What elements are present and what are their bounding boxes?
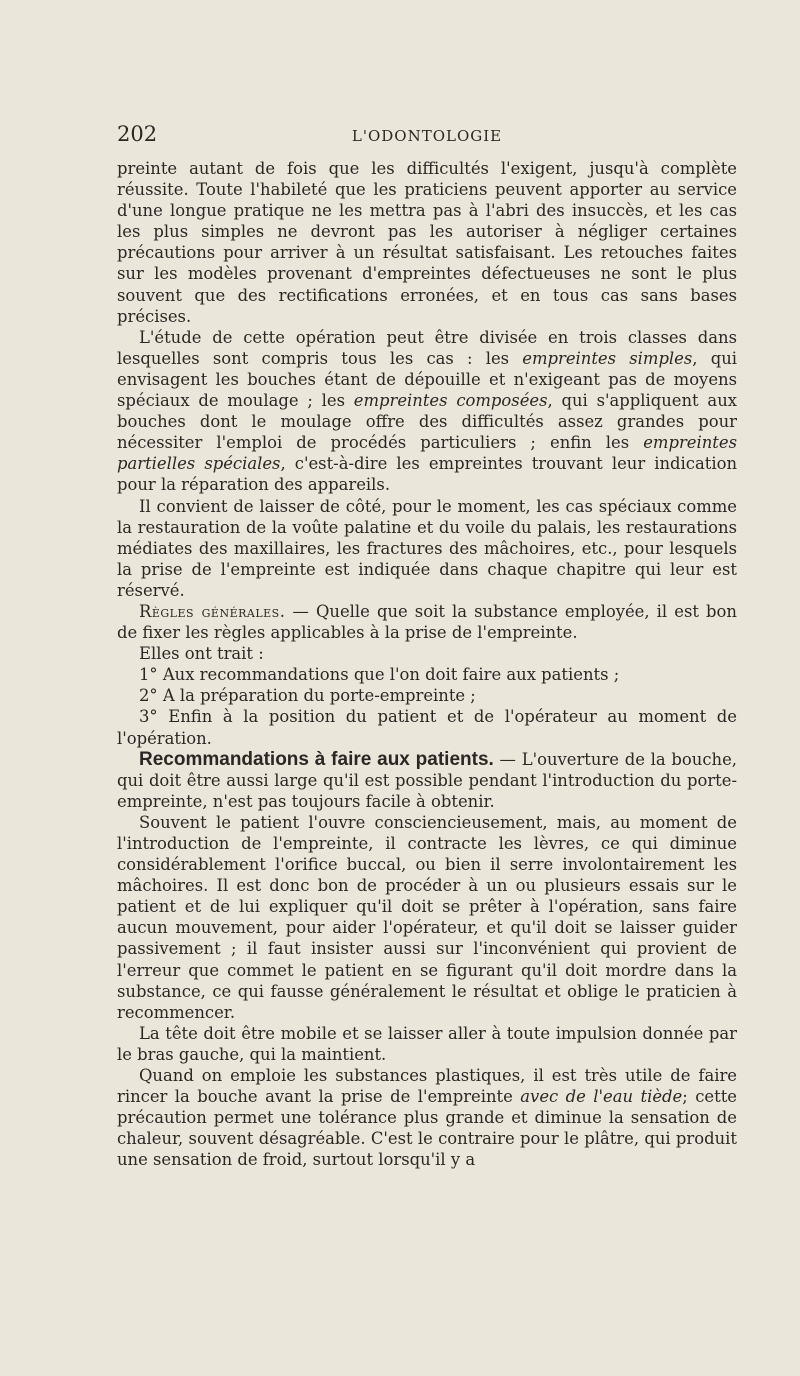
paragraph: La tête doit être mobile et se laisser aller à toute impulsion donnée par le bras gauche, qui la maintient. [117, 1023, 737, 1064]
emphasis: empreintes simples [522, 348, 693, 368]
numbered-list [117, 664, 737, 748]
emphasis: empreintes partielles spéciales [117, 433, 737, 474]
page-number: 202 [117, 122, 158, 146]
section-heading: Règles générales. [139, 601, 286, 621]
section-heading: Recommandations à faire aux patients. [139, 748, 494, 770]
paragraph: Quand on emploie les substances plastiques, il est très utile de faire rincer la bouche avant la prise de l'empreinte avec de l'eau tiède; cette précaution permet une tolérance plus grande et diminue la sensation de chaleur, souvent désagréable. C'est le contraire pour le plâtre, qui produit une sensation de froid, surtout lorsqu'il y a [117, 1066, 737, 1170]
paragraph: Il convient de laisser de côté, pour le moment, les cas spéciaux comme la restauration de la voûte palatine et du voile du palais, les restaurations médiates des maxillaires, les fractures des mâchoires, etc., pour lesquels la prise de l'empreinte est indiquée dans chaque chapitre qui leur est réservé. [117, 496, 737, 600]
paragraph: L'étude de cette opération peut être divisée en trois classes dans lesquelles sont compris tous les cas : les empreintes simples, qui envisagent les bouches étant de dépouille et n'exigeant pas de moyens spéciaux de moulage ; les empreintes composées, qui s'appliquent aux bouches dont le moulage offre des difficultés assez grandes pour nécessiter l'emploi de procédés particuliers ; enfin les empreintes partielles spéciales, c'est-à-dire les empreintes trouvant leur indication pour la réparation des appareils. [117, 327, 737, 495]
emphasis: avec de l'eau tiède [520, 1087, 683, 1107]
body-text [117, 158, 737, 1171]
paragraph: Elles ont trait : [139, 644, 264, 664]
paragraph: Souvent le patient l'ouvre consciencieusement, mais, au moment de l'introduction de l'empreinte, il contracte les lèvres, ce qui diminue considérablement l'orifice buccal, ou bien il serre involontairement les mâchoires. Il est donc bon de procéder à un ou plusieurs essais sur le patient et de lui expliquer qu'il doit se prêter à l'opération, sans faire aucun mouvement, pour aider l'opérateur, et qu'il doit se laisser guider passivement ; il faut insister aussi sur l'inconvénient qui provient de l'erreur que commet le patient en se figurant qu'il doit mordre dans la substance, ce qui fausse généralement le résultat et oblige le praticien à recommencer. [117, 812, 737, 1022]
paragraph: Recommandations à faire aux patients. — L'ouverture de la bouche, qui doit être aussi large qu'il est possible pendant l'introduction du porte-empreinte, n'est pas toujours facile à obtenir. [117, 748, 737, 811]
list-item: 2° A la préparation du porte-empreinte ; [139, 686, 476, 706]
running-title: L'ODONTOLOGIE [351, 127, 503, 145]
page-header [117, 122, 737, 150]
list-item: 1° Aux recommandations que l'on doit faire aux patients ; [139, 665, 620, 685]
emphasis: empreintes composées [353, 391, 548, 411]
paragraph: Règles générales. — Quelle que soit la substance employée, il est bon de fixer les règles applicables à la prise de l'empreinte. [117, 601, 737, 643]
paragraph: preinte autant de fois que les difficultés l'exigent, jusqu'à complète réussite. Toute l'habileté que les praticiens peuvent apporter au service d'une longue pratique ne les mettra pas à l'abri des insuccès, et les cas les plus simples ne devront pas les autoriser à négliger certaines précautions pour arriver à un résultat satisfaisant. Les retouches faites sur les modèles provenant d'empreintes défectueuses ne sont le plus souvent que des rectifications erronées, et en tous cas sans bases précises. [117, 159, 737, 326]
list-item: 3° Enfin à la position du patient et de l'opérateur au moment de l'opération. [117, 707, 737, 748]
